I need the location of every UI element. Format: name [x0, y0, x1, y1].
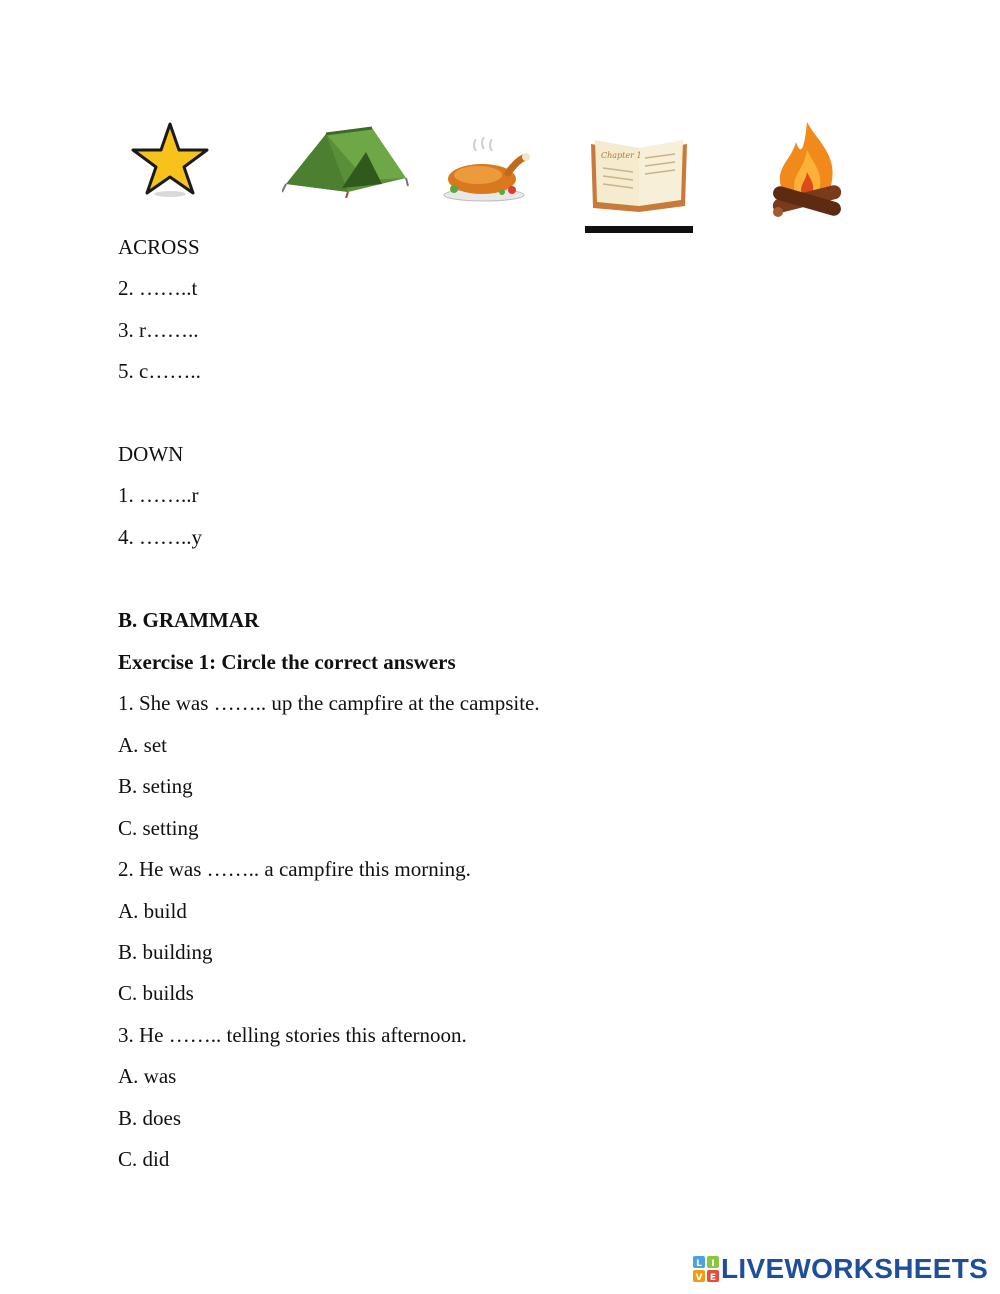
- question-2-option-c[interactable]: C. builds: [118, 981, 194, 1005]
- question-3-prompt: 3. He …….. telling stories this afternoon.: [118, 1023, 467, 1047]
- question-2-prompt: 2. He was …….. a campfire this morning.: [118, 857, 471, 881]
- question-1-prompt: 1. She was …….. up the campfire at the campsite.: [118, 691, 540, 715]
- question-3-option-a[interactable]: A. was: [118, 1064, 177, 1088]
- question-1-option-b[interactable]: B. seting: [118, 774, 193, 798]
- across-clue-3: 3. r……..: [118, 318, 199, 342]
- logo-letter-v: V: [695, 1273, 703, 1282]
- grammar-heading: B. GRAMMAR: [118, 608, 260, 632]
- logo-letter-i: I: [711, 1259, 715, 1269]
- logo-letter-e: E: [709, 1273, 717, 1282]
- exercise-title: Exercise 1: Circle the correct answers: [118, 650, 456, 674]
- question-3-option-c[interactable]: C. did: [118, 1147, 170, 1171]
- across-clue-2: 2. ……..t: [118, 276, 198, 300]
- question-2-option-b[interactable]: B. building: [118, 940, 213, 964]
- tent-icon: [282, 122, 410, 198]
- question-2-option-a[interactable]: A. build: [118, 899, 187, 923]
- across-heading: ACROSS: [118, 235, 200, 259]
- question-3-option-b[interactable]: B. does: [118, 1106, 181, 1130]
- question-1-option-a[interactable]: A. set: [118, 733, 167, 757]
- star-icon: [128, 120, 212, 200]
- across-clue-5: 5. c……..: [118, 359, 201, 383]
- roast-chicken-icon: [442, 135, 530, 203]
- down-clue-1: 1. ……..r: [118, 483, 199, 507]
- down-heading: DOWN: [118, 442, 184, 466]
- story-book-icon: [585, 134, 693, 234]
- live-blocks-icon: [693, 1256, 719, 1282]
- down-clue-4: 4. ……..y: [118, 525, 202, 549]
- logo-letter-l: L: [696, 1259, 702, 1269]
- campfire-icon: [768, 120, 846, 222]
- liveworksheets-logo: [693, 1252, 988, 1286]
- question-1-option-c[interactable]: C. setting: [118, 816, 199, 840]
- brand-name: LIVEWORKSHEETS: [721, 1253, 989, 1284]
- story-book-title: Chapter 1: [601, 151, 642, 160]
